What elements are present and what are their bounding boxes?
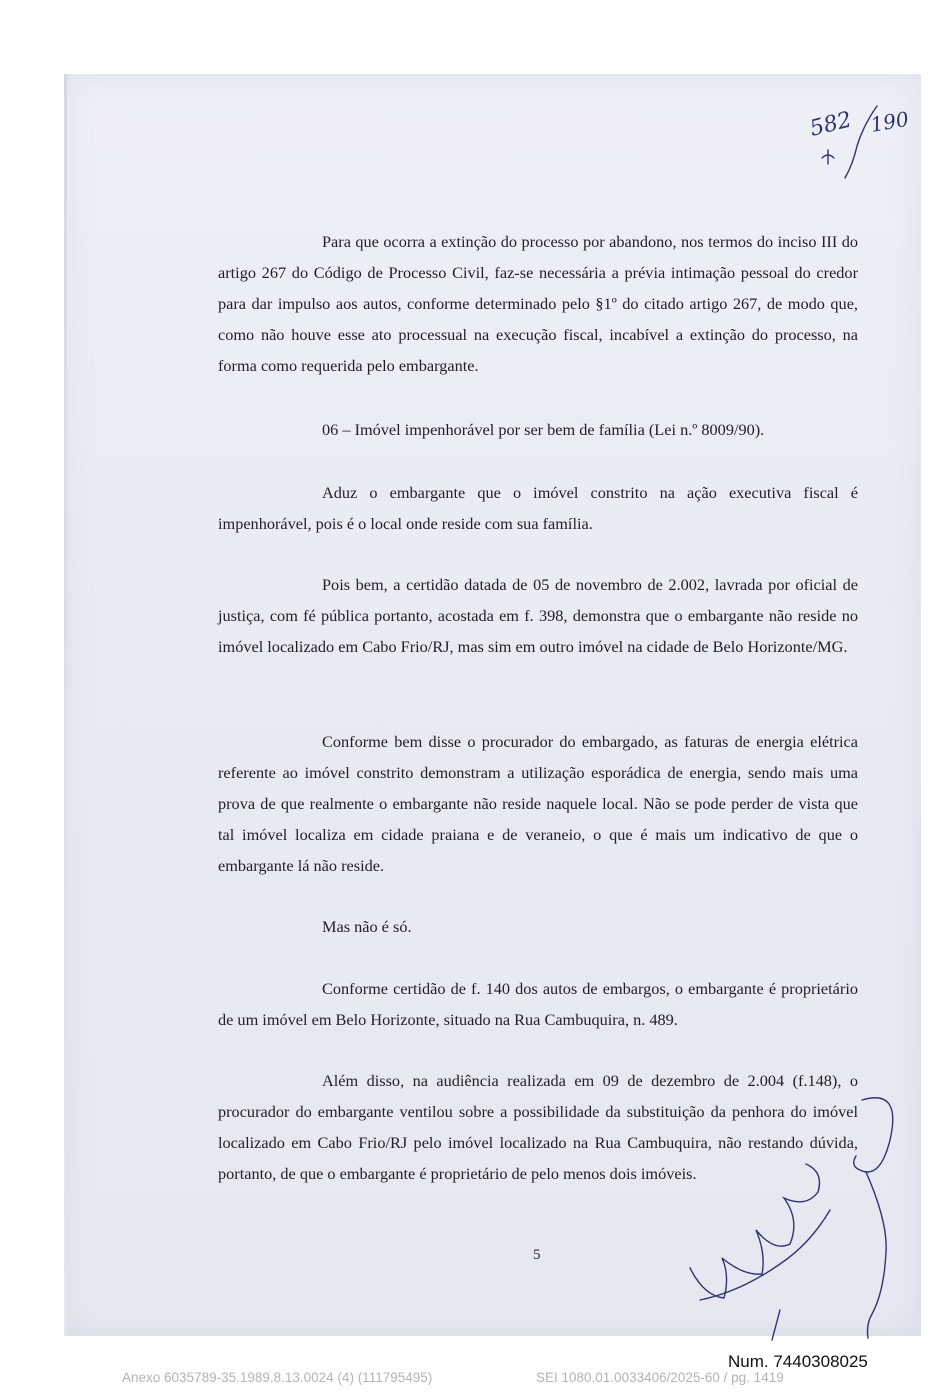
footer-sei-reference: SEI 1080.01.0033406/2025-60 / pg. 1419	[536, 1370, 784, 1385]
folio-number-582: 582	[807, 107, 855, 142]
footer-annex-reference: Anexo 6035789-35.1989.8.13.0024 (4) (111795495)	[122, 1370, 433, 1385]
paragraph-certidao: Pois bem, a certidão datada de 05 de novembro de 2.002, lavrada por oficial de justiça, com fé pública portanto, acostada em f. 398, demonstra que o embargante não reside no imóvel localizado em Cabo Frio/RJ, mas sim em outro imóvel na cidade de Belo Horizonte/MG.	[218, 575, 858, 656]
paragraph-extincao: Para que ocorra a extinção do processo por abandono, nos termos do inciso III do artigo 267 do Código de Processo Civil, faz-se necessária a prévia intimação pessoal do credor para dar impulso aos autos, conforme determinado pelo §1º do citado artigo 267, de modo que, como não houve esse ato processual na execução fiscal, incabível a extinção do processo, na forma como requerida pelo embargante.	[218, 232, 858, 375]
paragraph-faturas: Conforme bem disse o procurador do embargado, as faturas de energia elétrica referente ao imóvel constrito demonstram a utilização esporádica de energia, sendo mais uma prova de que realmente o embargante não reside naquele local. Não se pode perder de vista que tal imóvel localiza em cidade praiana e de veraneio, o que é mais um indicativo de que o embargante lá não reside.	[218, 732, 858, 875]
paragraph-aduz: Aduz o embargante que o imóvel constrito na ação executiva fiscal é impenhorável, pois é o local onde reside com sua família.	[218, 483, 858, 533]
paragraph-audiencia: Além disso, na audiência realizada em 09 de dezembro de 2.004 (f.148), o procurador do embargante ventilou sobre a possibilidade da substituição da penhora do imóvel localizado em Cabo Frio/RJ pelo imóvel localizado na Rua Cambuquira, não restando dúvida, portanto, de que o embargante é proprietário de pelo menos dois imóveis.	[218, 1071, 858, 1183]
document-num-stamp: Num. 7440308025	[728, 1352, 868, 1371]
scan-edge	[64, 74, 67, 1336]
folio-number-190: 190	[868, 106, 911, 137]
page-number: 5	[533, 1247, 541, 1263]
paragraph-mas-nao-e-so: Mas não é só.	[322, 917, 412, 936]
paragraph-certidao-f140: Conforme certidão de f. 140 dos autos de embargos, o embargante é proprietário de um imóvel em Belo Horizonte, situado na Rua Cambuquira, n. 489.	[218, 979, 858, 1029]
paragraph-section-06-heading: 06 – Imóvel impenhorável por ser bem de família (Lei n.º 8009/90).	[322, 420, 765, 439]
